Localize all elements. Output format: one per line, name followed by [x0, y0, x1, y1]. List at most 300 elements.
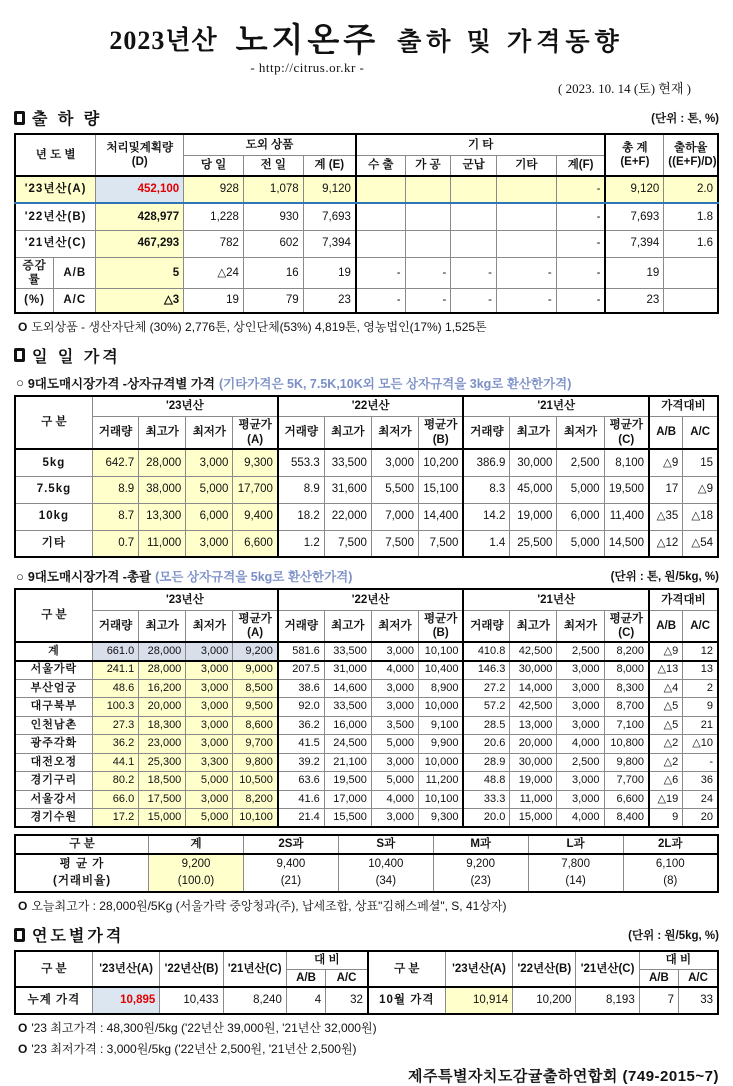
- cell: 10,500: [233, 772, 278, 791]
- grade-ratio: (14): [565, 874, 586, 887]
- cell: 10,000: [418, 698, 463, 717]
- col-vol: 거래량: [92, 417, 138, 449]
- cell: 36.2: [92, 735, 138, 754]
- row-label: 10kg: [15, 503, 92, 530]
- cell: 31,000: [324, 661, 371, 680]
- cell: -: [356, 289, 405, 313]
- cell: 10,100: [418, 790, 463, 809]
- section-square-icon: [14, 111, 25, 125]
- cell: 18.2: [278, 503, 324, 530]
- cell: 8.9: [278, 476, 324, 503]
- cell: 1,228: [184, 203, 244, 230]
- cell: 19: [605, 257, 663, 289]
- cell: [356, 230, 405, 257]
- cell: 8,600: [233, 716, 278, 735]
- cell: [405, 203, 451, 230]
- cell: 467,293: [96, 230, 184, 257]
- size-table-subnote: (기타가격은 5K, 7.5K,10K외 모든 상자규격을 3kg로 환산한가격): [218, 376, 572, 391]
- colgroup-2022: '22년산: [278, 396, 464, 417]
- cell: 7,100: [604, 716, 649, 735]
- cell: 9,100: [418, 716, 463, 735]
- col-avg-c: 평균가(C): [604, 610, 649, 642]
- cell: 30,000: [510, 661, 557, 680]
- cell: 38,000: [139, 476, 186, 503]
- cell: 38.6: [278, 679, 324, 698]
- cell: 21.4: [278, 809, 324, 828]
- overall-table-subnote: (모든 상자규격을 5kg로 환산한가격): [155, 570, 353, 584]
- as-of-date: ( 2023. 10. 14 (토) 현재 ): [558, 81, 691, 96]
- col-gubun: 구 분: [15, 396, 92, 449]
- cell: △9: [649, 449, 683, 476]
- publisher-name: 제주특별자치도감귤출하연합회 (749-2015~7): [407, 1067, 719, 1085]
- cell: 3,000: [371, 809, 418, 828]
- report-title: [14, 14, 719, 76]
- col-21c: '21년산(C): [223, 951, 286, 987]
- section-title-daily: 일 일 가격: [32, 348, 121, 366]
- cell: 9,300: [418, 809, 463, 828]
- cell: △9: [649, 642, 683, 661]
- publisher-footer: [14, 1065, 719, 1086]
- cell: 8.9: [92, 476, 138, 503]
- cell: 8,900: [418, 679, 463, 698]
- note-bullet-icon: O: [18, 899, 28, 914]
- cell: △2: [649, 753, 683, 772]
- row-label: '23년산(A): [15, 176, 96, 203]
- col-low: 최저가: [186, 610, 233, 642]
- cell: 3,000: [557, 698, 604, 717]
- cell: 4: [286, 987, 325, 1014]
- row-label: '21년산(C): [15, 230, 96, 257]
- section-square-icon: [14, 348, 25, 362]
- cell: 28,000: [139, 449, 186, 476]
- cell: 8,700: [604, 698, 649, 717]
- row-label: (%): [15, 289, 54, 313]
- cell: 3,300: [186, 753, 233, 772]
- colgroup-2022: '22년산: [278, 589, 464, 610]
- col-total-line1: 총 계: [622, 141, 648, 154]
- grade-ratio: (23): [470, 874, 491, 887]
- section-shipment-header: [14, 106, 719, 129]
- cell: 16: [243, 257, 303, 289]
- col-gubun: 구 분: [15, 589, 92, 642]
- cell: 5,000: [371, 772, 418, 791]
- cell: [664, 289, 718, 313]
- cell: 9,000: [233, 661, 278, 680]
- cell: 9,700: [233, 735, 278, 754]
- cell: [451, 176, 497, 203]
- cell: -: [497, 289, 557, 313]
- cell: 23: [605, 289, 663, 313]
- col-low: 최저가: [371, 417, 418, 449]
- cell: 36: [683, 772, 718, 791]
- col-grade-s: S과: [338, 835, 433, 853]
- col-sumE: 계 (E): [303, 155, 356, 176]
- cell: 32: [326, 987, 368, 1014]
- table-row: [15, 679, 718, 698]
- colgroup-compare: 가격대비: [649, 396, 718, 417]
- cell: 386.9: [463, 449, 509, 476]
- grade-avg: 9,400: [276, 857, 306, 870]
- cell: 428,977: [96, 203, 184, 230]
- cell: 33: [679, 987, 718, 1014]
- row-label: '22년산(B): [15, 203, 96, 230]
- col-year: 년 도 별: [15, 134, 96, 176]
- cell: 4,000: [557, 809, 604, 828]
- table-row: [15, 790, 718, 809]
- col-military: 군납: [451, 155, 497, 176]
- cell: 19: [303, 257, 356, 289]
- cell: 3,000: [371, 679, 418, 698]
- cell: 3,000: [186, 698, 233, 717]
- col-avg-a: 평균가(A): [233, 610, 278, 642]
- row-label: 대전오정: [15, 753, 92, 772]
- cell: 21: [683, 716, 718, 735]
- cell: 452,100: [96, 176, 184, 203]
- col-today: 당 일: [184, 155, 244, 176]
- colgroup-compare: 대 비: [639, 951, 718, 969]
- cell: 146.3: [463, 661, 509, 680]
- cell: 9: [683, 698, 718, 717]
- row-label-line1: 평 균 가: [59, 857, 105, 870]
- cell: 31,600: [324, 476, 371, 503]
- cell: 9,900: [418, 735, 463, 754]
- cell: -: [451, 289, 497, 313]
- cell: 3,000: [186, 661, 233, 680]
- cell: 28.5: [463, 716, 509, 735]
- cell: 3,000: [186, 716, 233, 735]
- note-bullet-icon: O: [18, 1041, 28, 1056]
- cell: [405, 230, 451, 257]
- cell: 10,433: [160, 987, 223, 1014]
- cell: 23,000: [139, 735, 186, 754]
- table-row: [15, 289, 718, 313]
- cell: 17: [649, 476, 683, 503]
- cell: 14.2: [463, 503, 509, 530]
- cell: 42,500: [510, 642, 557, 661]
- col-grade-total: 계: [149, 835, 244, 853]
- section-title-shipment: 출 하 량: [32, 111, 103, 128]
- cell: 41.6: [278, 790, 324, 809]
- cell: 3,500: [371, 716, 418, 735]
- cell: 20: [683, 809, 718, 828]
- cell: △10: [683, 735, 718, 754]
- col-vol: 거래량: [92, 610, 138, 642]
- cell: [528, 854, 623, 893]
- colgroup-2023: '23년산: [92, 589, 278, 610]
- cell: 7,500: [418, 530, 463, 557]
- col-process: 가 공: [405, 155, 451, 176]
- overall-price-table: [14, 588, 719, 828]
- col-export: 수 출: [356, 155, 405, 176]
- cell: 3,000: [557, 679, 604, 698]
- cell: 3,000: [557, 772, 604, 791]
- cell: [338, 854, 433, 893]
- table-row: [15, 809, 718, 828]
- cell: 36.2: [278, 716, 324, 735]
- cell: 15,000: [139, 809, 186, 828]
- cell: △4: [649, 679, 683, 698]
- subsection-overall-price: [16, 567, 719, 585]
- cell: 27.3: [92, 716, 138, 735]
- table-row: [15, 716, 718, 735]
- col-grade-2s: 2S과: [243, 835, 338, 853]
- cell: 7,693: [605, 203, 663, 230]
- col-prev: 전 일: [243, 155, 303, 176]
- cell: 9,120: [303, 176, 356, 203]
- cell: △54: [683, 530, 718, 557]
- col-vol: 거래량: [463, 417, 509, 449]
- row-label: 광주각화: [15, 735, 92, 754]
- row-label: 서울가락: [15, 661, 92, 680]
- cell: 2,500: [557, 449, 604, 476]
- cell: 10,100: [418, 642, 463, 661]
- row-label: 5kg: [15, 449, 92, 476]
- col-22b: '22년산(B): [160, 951, 223, 987]
- col-grade-m: M과: [433, 835, 528, 853]
- table-row: [15, 698, 718, 717]
- cell: 4,000: [557, 735, 604, 754]
- cell: 17,700: [233, 476, 278, 503]
- grade-ratio: (100.0): [177, 874, 215, 887]
- cell: 14,400: [418, 503, 463, 530]
- cell: 6,600: [233, 530, 278, 557]
- cell: 11,000: [139, 530, 186, 557]
- cell: 39.2: [278, 753, 324, 772]
- yearly-low-note-text: '23 최저가격 : 3,000원/5kg ('22년산 2,500원, '21년산 2,500원): [31, 1041, 357, 1056]
- cell: [149, 854, 244, 893]
- grade-avg: 10,400: [368, 857, 404, 870]
- cell: 15,500: [324, 809, 371, 828]
- table-row: [15, 735, 718, 754]
- col-23a: '23년산(A): [92, 951, 159, 987]
- cell: 3,000: [371, 642, 418, 661]
- colgroup-compare: 대 비: [286, 951, 368, 969]
- cell: 8,240: [223, 987, 286, 1014]
- col-sumF: 계(F): [556, 155, 605, 176]
- cell: 27.2: [463, 679, 509, 698]
- cell: 5,000: [557, 530, 604, 557]
- cell: 18,300: [139, 716, 186, 735]
- cell: 6,000: [557, 503, 604, 530]
- col-avg-b: 평균가(B): [418, 610, 463, 642]
- cell: 1.6: [664, 230, 718, 257]
- cell: △6: [649, 772, 683, 791]
- table-row: [15, 753, 718, 772]
- col-ab: A/B: [286, 969, 325, 987]
- cell: 13: [683, 661, 718, 680]
- cell: 5,000: [371, 735, 418, 754]
- cell: 3,000: [557, 716, 604, 735]
- row-sublabel: A/B: [54, 257, 96, 289]
- cell: 410.8: [463, 642, 509, 661]
- col-23a: '23년산(A): [445, 951, 512, 987]
- cell: 15: [683, 449, 718, 476]
- cell: 5,000: [557, 476, 604, 503]
- col-rate-line2: ((E+F)/D): [668, 156, 717, 168]
- row-label: 기타: [15, 530, 92, 557]
- col-gubun: 구 분: [15, 835, 149, 853]
- cell: 241.1: [92, 661, 138, 680]
- cell: 57.2: [463, 698, 509, 717]
- colgroup-2023: '23년산: [92, 396, 278, 417]
- cell: 8.3: [463, 476, 509, 503]
- section-title-yearly: 연도별가격: [32, 928, 125, 946]
- cell: 44.1: [92, 753, 138, 772]
- cell: 10,400: [418, 661, 463, 680]
- cell: 41.5: [278, 735, 324, 754]
- col-ab: A/B: [649, 610, 683, 642]
- cell: 207.5: [278, 661, 324, 680]
- grade-avg: 7,800: [561, 857, 590, 870]
- table-row: [15, 661, 718, 680]
- cell: 10,000: [418, 753, 463, 772]
- table-row: [15, 257, 718, 289]
- cell: 20,000: [139, 698, 186, 717]
- row-label: 10월 가격: [368, 987, 445, 1014]
- row-label: 증감률: [15, 257, 54, 289]
- cell: -: [556, 230, 605, 257]
- cell: 30,000: [510, 449, 557, 476]
- cell: 16,000: [324, 716, 371, 735]
- yearly-high-note: [18, 1019, 719, 1036]
- cell: △24: [184, 257, 244, 289]
- cell: 20,000: [510, 735, 557, 754]
- colgroup-2021: '21년산: [463, 396, 649, 417]
- col-low: 최저가: [557, 417, 604, 449]
- cell: 14,000: [510, 679, 557, 698]
- cell: 3,000: [557, 661, 604, 680]
- cell: 17,000: [324, 790, 371, 809]
- cell: △2: [649, 735, 683, 754]
- shipment-table: [14, 133, 719, 314]
- cell: 33,500: [324, 642, 371, 661]
- cell: 2.0: [664, 176, 718, 203]
- row-label: 인천남촌: [15, 716, 92, 735]
- col-plan-line2: (D): [131, 156, 148, 168]
- cell: 24,500: [324, 735, 371, 754]
- cell: 17,500: [139, 790, 186, 809]
- col-low: 최저가: [557, 610, 604, 642]
- cell: △5: [649, 698, 683, 717]
- cell: 6,600: [604, 790, 649, 809]
- cell: 5,500: [371, 476, 418, 503]
- cell: 782: [184, 230, 244, 257]
- cell: 7,700: [604, 772, 649, 791]
- title-product-block: [236, 14, 380, 76]
- shipment-note: [18, 318, 719, 335]
- cell: 4,000: [371, 661, 418, 680]
- table-row: [15, 642, 718, 661]
- col-ac: A/C: [683, 417, 718, 449]
- cell: -: [556, 257, 605, 289]
- cell: △12: [649, 530, 683, 557]
- cell: 20.6: [463, 735, 509, 754]
- cell: 3,000: [186, 679, 233, 698]
- cell: 3,000: [186, 735, 233, 754]
- cell: 9,400: [233, 503, 278, 530]
- cell: 10,914: [445, 987, 512, 1014]
- cell: [623, 854, 718, 893]
- cell: 8,300: [604, 679, 649, 698]
- cell: 45,000: [510, 476, 557, 503]
- cell: 28,000: [139, 661, 186, 680]
- shipment-unit-label: (단위 : 톤, %): [651, 112, 719, 125]
- cell: 8,100: [604, 449, 649, 476]
- cell: 4,000: [371, 790, 418, 809]
- table-row: [15, 987, 718, 1014]
- col-high: 최고가: [139, 610, 186, 642]
- cell: 19,000: [510, 503, 557, 530]
- cell: 9,800: [604, 753, 649, 772]
- col-ab: A/B: [639, 969, 678, 987]
- table-row: [15, 503, 718, 530]
- cell: -: [556, 176, 605, 203]
- cell: 5: [96, 257, 184, 289]
- cell: 1,078: [243, 176, 303, 203]
- cell: 930: [243, 203, 303, 230]
- col-avg-b: 평균가(B): [418, 417, 463, 449]
- cell: 5,000: [186, 809, 233, 828]
- yearly-high-note-text: '23 최고가격 : 48,300원/5kg ('22년산 39,000원, '21년산 32,000원): [31, 1020, 377, 1035]
- cell: 66.0: [92, 790, 138, 809]
- cell: 14,500: [604, 530, 649, 557]
- cell: 10,800: [604, 735, 649, 754]
- cell: 8,200: [604, 642, 649, 661]
- grade-ratio: (34): [375, 874, 397, 887]
- cell: 2,500: [557, 753, 604, 772]
- cell: 8,200: [233, 790, 278, 809]
- section-yearly-header: [14, 923, 719, 946]
- cell: 8.7: [92, 503, 138, 530]
- title-suffix: 출하 및 가격동향: [397, 29, 624, 56]
- title-product: 노지온주: [235, 23, 380, 59]
- cell: 7,500: [371, 530, 418, 557]
- col-total: [605, 134, 663, 176]
- cell: 1.8: [664, 203, 718, 230]
- cell: 7: [639, 987, 678, 1014]
- col-avg-c: 평균가(C): [604, 417, 649, 449]
- cell: 2,500: [557, 642, 604, 661]
- cell: [451, 230, 497, 257]
- yearly-low-note: [18, 1040, 719, 1057]
- col-22b: '22년산(B): [513, 951, 576, 987]
- cell: 3,000: [186, 449, 233, 476]
- yearly-unit-label: (단위 : 원/5kg, %): [628, 929, 719, 942]
- cell: 16,200: [139, 679, 186, 698]
- col-high: 최고가: [324, 610, 371, 642]
- row-label: 경기구리: [15, 772, 92, 791]
- cell: 19,500: [604, 476, 649, 503]
- col-high: 최고가: [510, 610, 557, 642]
- row-label: 경기수원: [15, 809, 92, 828]
- cell: 9,300: [233, 449, 278, 476]
- cell: 9,500: [233, 698, 278, 717]
- cell: △35: [649, 503, 683, 530]
- cell: 1.4: [463, 530, 509, 557]
- cell: 3,000: [186, 530, 233, 557]
- cell: -: [556, 289, 605, 313]
- cell: 42,500: [510, 698, 557, 717]
- grade-avg: 9,200: [466, 857, 496, 870]
- cell: [243, 854, 338, 893]
- col-vol: 거래량: [278, 417, 324, 449]
- cell: 14,600: [324, 679, 371, 698]
- cell: 20.0: [463, 809, 509, 828]
- cell: 24: [683, 790, 718, 809]
- col-high: 최고가: [324, 417, 371, 449]
- col-total-line2: (E+F): [620, 156, 650, 168]
- cell: 8,193: [576, 987, 639, 1014]
